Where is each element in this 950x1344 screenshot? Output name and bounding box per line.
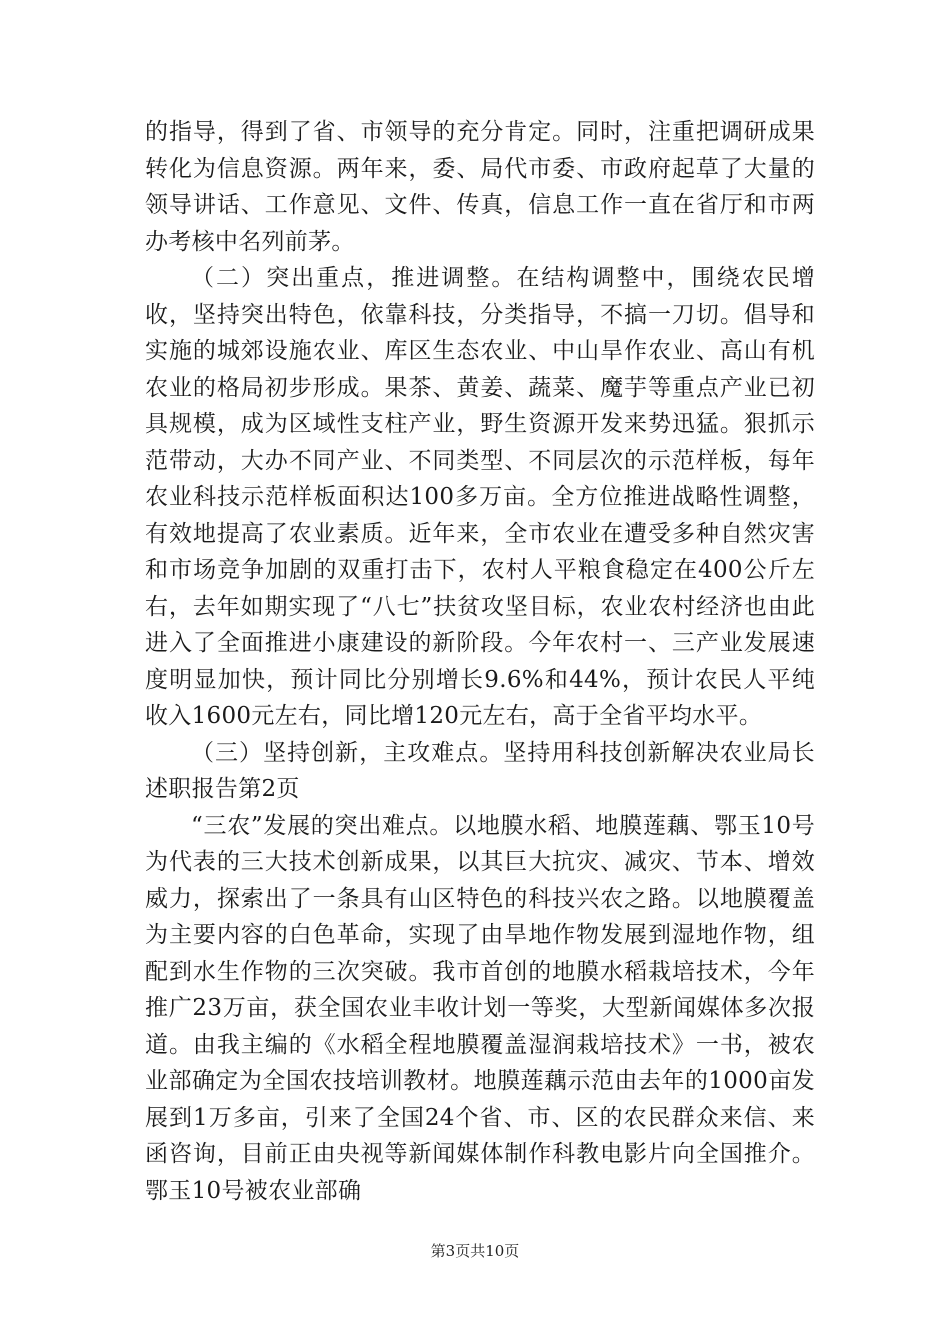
page-number-footer: 第3页共10页 <box>430 1242 520 1260</box>
paragraph-3: （三）坚持创新，主攻难点。坚持用科技创新解决农业局长述职报告第2页 <box>145 739 815 802</box>
paragraph-1: 的指导，得到了省、市领导的充分肯定。同时，注重把调研成果转化为信息资源。两年来，委、局代市委、市政府起草了大量的领导讲话、工作意见、文件、传真，信息工作一直在省厅和市两办考核中名列前茅。 <box>145 119 815 255</box>
document-body <box>145 114 815 1209</box>
paragraph-4: “三农”发展的突出难点。以地膜水稻、地膜莲藕、鄂玉10号为代表的三大技术创新成果，以其巨大抗灾、减灾、节本、增效威力，探索出了一条具有山区特色的科技兴农之路。以地膜覆盖为主要内容的白色革命，实现了由旱地作物发展到湿地作物，组配到水生作物的三次突破。我市首创的地膜水稻栽培技术，今年推广23万亩，获全国农业丰收计划一等奖，大型新闻媒体多次报道。由我主编的《水稻全程地膜覆盖湿润栽培技术》一书，被农业部确定为全国农技培训教材。地膜莲藕示范由去年的1000亩发展到1万多亩，引来了全国24个省、市、区的农民群众来信、来函咨询，目前正由央视等新闻媒体制作科教电影片向全国推介。鄂玉10号被农业部确 <box>145 812 815 1204</box>
paragraph-2: （二）突出重点，推进调整。在结构调整中，围绕农民增收，坚持突出特色，依靠科技，分类指导，不搞一刀切。倡导和实施的城郊设施农业、库区生态农业、中山旱作农业、高山有机农业的格局初步形成。果茶、黄姜、蔬菜、魔芋等重点产业已初具规模，成为区域性支柱产业，野生资源开发来势迅猛。狠抓示范带动，大办不同产业、不同类型、不同层次的示范样板，每年农业科技示范样板面积达100多万亩。全方位推进战略性调整，有效地提高了农业素质。近年来，全市农业在遭受多种自然灾害和市场竞争加剧的双重打击下，农村人平粮食稳定在400公斤左右，去年如期实现了“八七”扶贫攻坚目标，农业农村经济也由此进入了全面推进小康建设的新阶段。今年农村一、三产业发展速度明显加快，预计同比分别增长9.6%和44%，预计农民人平纯收入1600元左右，同比增120元左右，高于全省平均水平。 <box>145 265 815 729</box>
